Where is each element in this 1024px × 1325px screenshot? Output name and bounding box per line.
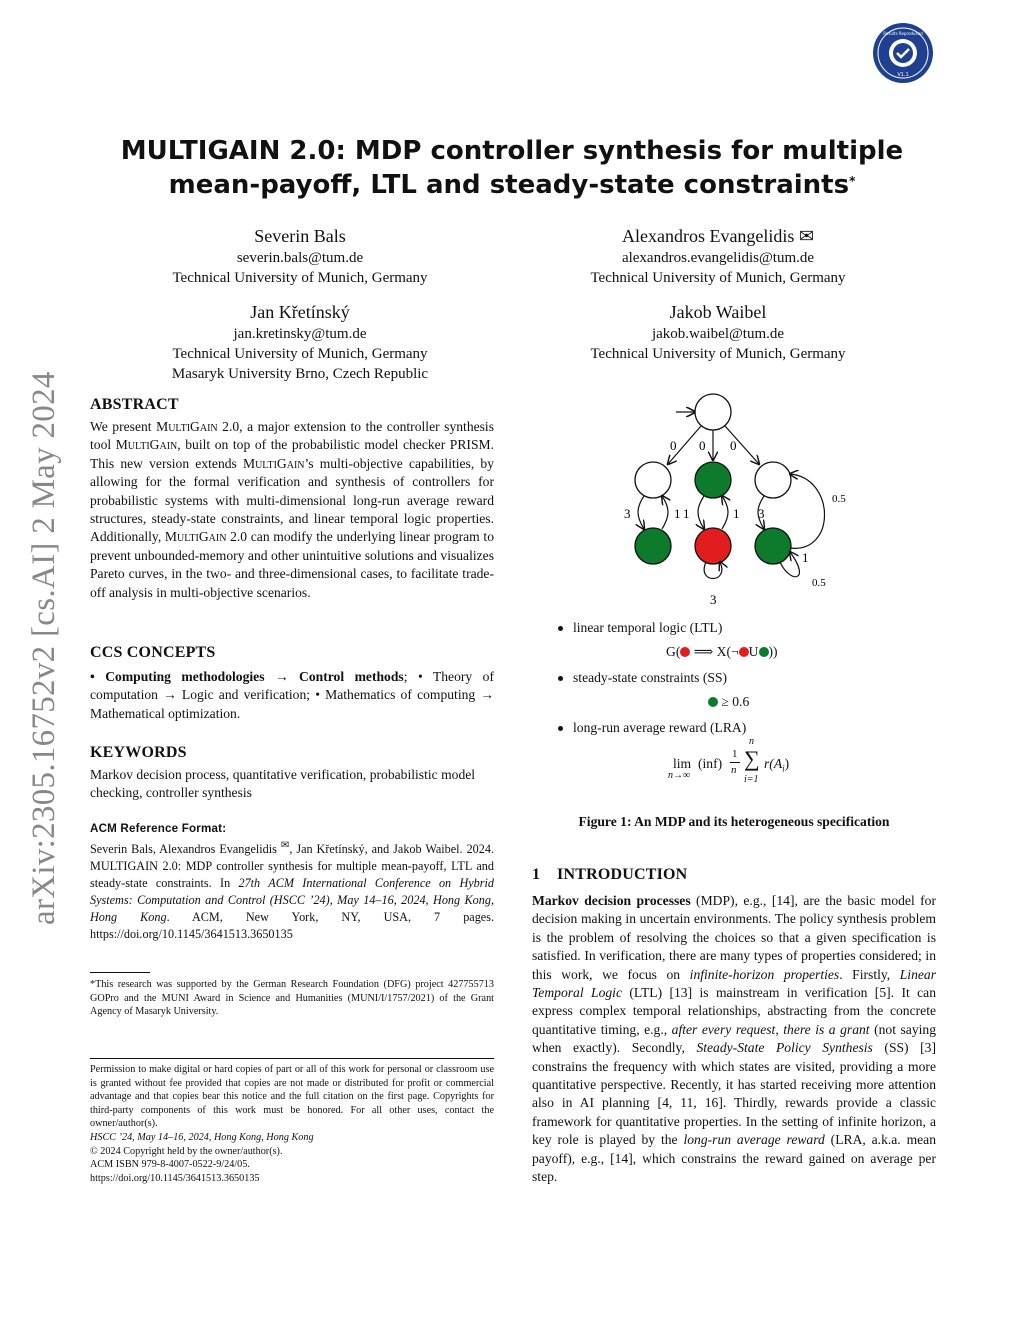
state-bot-center (695, 528, 731, 564)
abstract-heading: ABSTRACT (90, 396, 179, 413)
edge-left-down (638, 496, 644, 529)
author-affiliation: Technical University of Munich, Germany (172, 346, 428, 362)
edge-label: 0 (699, 438, 706, 453)
spec-item-ltl: linear temporal logic (LTL) (558, 620, 722, 636)
author-block-bals (100, 224, 500, 288)
author-name: Alexandros Evangelidis (621, 226, 795, 246)
ccs-heading: CCS CONCEPTS (90, 644, 216, 661)
introduction-text: Markov decision processes (MDP), e.g., [14], are the basic model for decision making in uncertain environments. The policy synthesis problem is the problem of resolving the choices so that a given specification is satisfied. In verification, there are many types of properties considered; in this work, we focus on infinite-horizon properties. Firstly, Linear Temporal Logic (LTL) [13] is mainstream in verification [5]. It can express complex temporal relationships, abstracting from the concrete quantitative timing, e.g., after every request, there is a grant (not saying when exactly). Secondly, Steady-State Policy Synthesis (SS) [3] constrains the frequency with which states are visited, providing a more quantitative perspective. Recently, it has started receiving more attention also in AI planning [4, 11, 16]. Thirdly, rewards provide a classic framework for quantitative properties. In the setting of infinite horizon, a key role is played by the long-run average reward (LRA, a.k.a. mean payoff), e.g., [14], which constrains the reward gained on average per step. (532, 893, 937, 1185)
state-init (695, 394, 731, 430)
state-mid-left (635, 462, 671, 498)
author-block-waibel (518, 300, 918, 364)
edge-label: 0 (730, 438, 737, 453)
state-bot-right (755, 528, 791, 564)
author-name: Jan Křetínský (250, 302, 350, 322)
permission-copyright: © 2024 Copyright held by the owner/author(s). (90, 1145, 283, 1157)
figure-caption: Figure 1: An MDP and its heterogeneous specification (578, 814, 890, 829)
author-block-kretinsky (100, 300, 500, 384)
edge-label: 1 (674, 506, 681, 521)
edge-left-up (662, 496, 668, 529)
title-line-2: mean-payoff, LTL and steady-state constraints (168, 170, 850, 200)
edge-label: 0 (670, 438, 677, 453)
acm-reference-section (90, 822, 494, 943)
permission-rule (90, 1058, 494, 1059)
title-footnote-mark: * (849, 174, 856, 188)
author-email: alexandros.evangelidis@tum.de (621, 250, 815, 266)
keywords-section (90, 744, 494, 803)
acm-reference-heading: ACM Reference Format: (90, 822, 227, 835)
ss-formula: ≥ 0.6 (708, 694, 749, 710)
abstract-text: We present MultiGain 2.0, a major extension to the controller synthesis tool MultiGain, built on top of the probabilistic model checker PRISM. This new version extends MultiGain’s multi-objective capabilities, by allowing for the formal verification and synthesis of controllers for probabilistic systems with multi-dimensional long-run average reward structures, steady-state constraints, and linear temporal logic properties. Additionally, MultiGain 2.0 can modify the underlying linear program to prevent unbounded-memory and other unintuitive solutions and visualizes Pareto curves, in the two- and three-dimensional cases, to facilitate trade-off analysis in multi-objective scenarios. (90, 419, 495, 600)
title-line-1: MULTIGAIN 2.0: MDP controller synthesis for multiple (120, 136, 904, 166)
edge-label: 0.5 (812, 577, 826, 589)
author-email: jan.kretinsky@tum.de (233, 326, 367, 342)
bullet-icon (558, 626, 563, 631)
permission-venue: HSCC ’24, May 14–16, 2024, Hong Kong, Hong Kong (90, 1131, 314, 1143)
badge-label: Results Reproduced (883, 31, 923, 36)
edge-label: 3 (758, 506, 765, 521)
edge-center-up (722, 496, 728, 529)
edge-label: 1 (733, 506, 740, 521)
edge-right-back (790, 474, 825, 548)
ltl-formula: G( ⟹ X(¬ U )) (666, 644, 778, 659)
ccs-section (90, 644, 494, 723)
edge-label: 0.5 (832, 493, 846, 505)
introduction-section (532, 866, 936, 1187)
state-bot-left (635, 528, 671, 564)
author-affiliation: Masaryk University Brno, Czech Republic (171, 366, 429, 382)
footnote-rule (90, 972, 150, 973)
author-email: severin.bals@tum.de (236, 250, 364, 266)
edge-label: 3 (710, 592, 717, 607)
permission-isbn: ACM ISBN 979-8-4007-0522-9/24/05. (90, 1159, 250, 1171)
author-block-evangelidis (518, 224, 918, 288)
ccs-text: • Computing methodologies → Control methods; • Theory of computation → Logic and verification; • Mathematics of computing → Mathematical optimization. (90, 669, 494, 721)
edge-label: 1 (802, 550, 809, 565)
edge-center-down (698, 496, 704, 529)
author-email: jakob.waibel@tum.de (651, 326, 785, 342)
author-affiliation: Technical University of Munich, Germany (172, 270, 428, 286)
state-mid-right (755, 462, 791, 498)
red-state-icon (680, 647, 690, 657)
lra-formula: lim n→∞ (inf) 1 n n ∑ i=1 $r(A_i)$ (668, 736, 790, 785)
corresponding-author-icon: ✉ (798, 226, 815, 246)
author-affiliation: Technical University of Munich, Germany (590, 270, 846, 286)
permission-block (90, 1063, 494, 1185)
results-reproduced-badge-icon (872, 22, 934, 84)
permission-doi: https://doi.org/10.1145/3641513.3650135 (90, 1172, 260, 1184)
green-state-icon (708, 697, 718, 707)
spec-item-lra: long-run average reward (LRA) (558, 720, 746, 736)
edge-label: 1 (683, 506, 690, 521)
footnote-text: *This research was supported by the German Research Foundation (DFG) project 427755713 GOPro and the MUNI Award in Science and Humanities (MUNI/I/1757/2021) of the Grant Agency of Masaryk University. (90, 979, 494, 1018)
bullet-icon (558, 726, 563, 731)
red-state-icon (739, 647, 749, 657)
author-name: Severin Bals (254, 226, 346, 246)
acm-reference-text: Severin Bals, Alexandros Evangelidis ✉, Jan Křetínský, and Jakob Waibel. 2024. MULTIGAIN 2.0: MDP controller synthesis for multiple mean-payoff, LTL and steady-state constraints. In 27th ACM International Conference on Hybrid Systems: Computation and Control (HSCC ’24), May 14–16, 2024, Hong Kong, Hong Kong. ACM, New York, NY, USA, 7 pages. https://doi.org/10.1145/3641513.3650135 (90, 840, 495, 942)
permission-text: Permission to make digital or hard copies of part or all of this work for personal or classroom use is granted without fee provided that copies are not made or distributed for profit or commercial advantage and that copies bear this notice and the full citation on the first page. Copyrights for third-party components of this work must be honored. For all other uses, contact the owner/author(s). (90, 1064, 494, 1130)
author-affiliation: Technical University of Munich, Germany (590, 346, 846, 362)
green-state-icon (759, 647, 769, 657)
author-name: Jakob Waibel (669, 302, 767, 322)
introduction-heading: 1 INTRODUCTION (532, 866, 688, 883)
keywords-text: Markov decision process, quantitative verification, probabilistic model checking, controller synthesis (90, 767, 476, 801)
spec-item-ss: steady-state constraints (SS) (558, 670, 727, 686)
arxiv-identifier: arXiv:2305.16752v2 [cs.AI] 2 May 2024 (26, 371, 62, 925)
state-mid-center (695, 462, 731, 498)
badge-version: V1.1 (897, 72, 909, 78)
edge-label: 3 (624, 506, 631, 521)
abstract-section (90, 396, 494, 602)
keywords-heading: KEYWORDS (90, 744, 187, 761)
mdp-diagram (600, 388, 860, 610)
bullet-icon (558, 676, 563, 681)
paper-title (110, 134, 914, 202)
